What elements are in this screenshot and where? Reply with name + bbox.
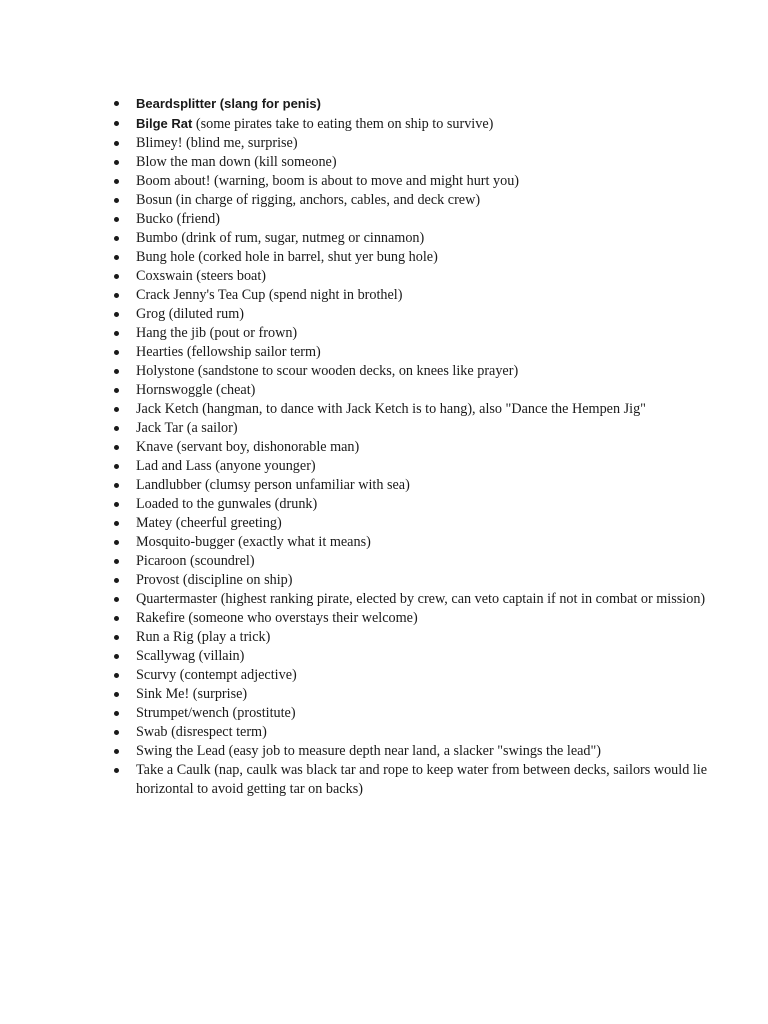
bullet-icon bbox=[114, 141, 119, 146]
bullet-icon bbox=[114, 101, 119, 106]
list-item bbox=[112, 685, 712, 704]
bullet-icon bbox=[114, 673, 119, 678]
entry-text: Sink Me! (surprise) bbox=[136, 686, 248, 702]
entry-text: Bosun (in charge of rigging, anchors, cables, and deck crew) bbox=[136, 192, 481, 208]
entry-text: Rakefire (someone who overstays their welcome) bbox=[136, 610, 418, 626]
entry-text: Mosquito-bugger (exactly what it means) bbox=[136, 534, 371, 550]
list-item bbox=[112, 324, 712, 343]
bullet-icon bbox=[114, 388, 119, 393]
entry-text: Landlubber (clumsy person unfamiliar with sea) bbox=[136, 477, 410, 493]
bullet-icon bbox=[114, 217, 119, 222]
entry-text: Coxswain (steers boat) bbox=[136, 268, 267, 284]
entry-term: Beardsplitter (slang for penis) bbox=[136, 96, 321, 111]
entry-text: Boom about! (warning, boom is about to move and might hurt you) bbox=[136, 173, 520, 189]
list-item bbox=[112, 400, 712, 419]
list-item bbox=[112, 114, 712, 134]
bullet-icon bbox=[114, 749, 119, 754]
bullet-icon bbox=[114, 407, 119, 412]
entry-text: Jack Tar (a sailor) bbox=[136, 420, 238, 436]
bullet-icon bbox=[114, 635, 119, 640]
list-item bbox=[112, 229, 712, 248]
bullet-icon bbox=[114, 274, 119, 279]
list-item bbox=[112, 419, 712, 438]
entry-text: Grog (diluted rum) bbox=[136, 306, 244, 322]
bullet-icon bbox=[114, 483, 119, 488]
bullet-icon bbox=[114, 464, 119, 469]
entry-text: Hornswoggle (cheat) bbox=[136, 382, 256, 398]
list-item bbox=[112, 457, 712, 476]
list-item bbox=[112, 381, 712, 400]
bullet-icon bbox=[114, 426, 119, 431]
bullet-icon bbox=[114, 711, 119, 716]
bullet-icon bbox=[114, 198, 119, 203]
bullet-icon bbox=[114, 730, 119, 735]
bullet-icon bbox=[114, 312, 119, 317]
entry-text: (some pirates take to eating them on ship to survive) bbox=[192, 116, 494, 132]
list-item bbox=[112, 248, 712, 267]
list-item bbox=[112, 191, 712, 210]
bullet-icon bbox=[114, 121, 119, 126]
bullet-icon bbox=[114, 559, 119, 564]
bullet-icon bbox=[114, 597, 119, 602]
entry-text: Scallywag (villain) bbox=[136, 648, 245, 664]
entry-text: Hearties (fellowship sailor term) bbox=[136, 344, 321, 360]
list-item bbox=[112, 343, 712, 362]
bullet-icon bbox=[114, 768, 119, 773]
entry-text: Loaded to the gunwales (drunk) bbox=[136, 496, 318, 512]
entry-text: Take a Caulk (nap, caulk was black tar and rope to keep water from between decks, sailors would lie horizontal to avoid getting tar on backs) bbox=[136, 762, 708, 797]
list-item bbox=[112, 533, 712, 552]
entry-text: Provost (discipline on ship) bbox=[136, 572, 293, 588]
entry-text: Strumpet/wench (prostitute) bbox=[136, 705, 296, 721]
list-item bbox=[112, 628, 712, 647]
list-item bbox=[112, 552, 712, 571]
bullet-icon bbox=[114, 179, 119, 184]
entry-text: Blimey! (blind me, surprise) bbox=[136, 135, 298, 151]
bullet-icon bbox=[114, 578, 119, 583]
bullet-icon bbox=[114, 654, 119, 659]
bullet-icon bbox=[114, 445, 119, 450]
entry-text: Jack Ketch (hangman, to dance with Jack Ketch is to hang), also "Dance the Hempen Jig" bbox=[136, 401, 646, 417]
entry-term: Bilge Rat bbox=[136, 116, 193, 131]
bullet-icon bbox=[114, 255, 119, 260]
list-item bbox=[112, 286, 712, 305]
bullet-icon bbox=[114, 160, 119, 165]
entry-text: Hang the jib (pout or frown) bbox=[136, 325, 298, 341]
bullet-icon bbox=[114, 236, 119, 241]
entry-text: Knave (servant boy, dishonorable man) bbox=[136, 439, 360, 455]
bullet-icon bbox=[114, 350, 119, 355]
entry-text: Crack Jenny's Tea Cup (spend night in brothel) bbox=[136, 287, 403, 303]
entry-text: Swing the Lead (easy job to measure depth near land, a slacker "swings the lead") bbox=[136, 743, 602, 759]
list-item bbox=[112, 495, 712, 514]
pirate-glossary-list bbox=[112, 94, 712, 799]
list-item bbox=[112, 761, 712, 799]
list-item bbox=[112, 305, 712, 324]
list-item bbox=[112, 134, 712, 153]
list-item bbox=[112, 94, 712, 114]
bullet-icon bbox=[114, 692, 119, 697]
list-item bbox=[112, 438, 712, 457]
entry-text: Picaroon (scoundrel) bbox=[136, 553, 255, 569]
entry-text: Lad and Lass (anyone younger) bbox=[136, 458, 316, 474]
bullet-icon bbox=[114, 369, 119, 374]
list-item bbox=[112, 647, 712, 666]
entry-text: Swab (disrespect term) bbox=[136, 724, 267, 740]
bullet-icon bbox=[114, 616, 119, 621]
bullet-icon bbox=[114, 540, 119, 545]
entry-text: Blow the man down (kill someone) bbox=[136, 154, 337, 170]
bullet-icon bbox=[114, 521, 119, 526]
list-item bbox=[112, 723, 712, 742]
entry-text: Holystone (sandstone to scour wooden decks, on knees like prayer) bbox=[136, 363, 519, 379]
entry-text: Bumbo (drink of rum, sugar, nutmeg or cinnamon) bbox=[136, 230, 425, 246]
bullet-icon bbox=[114, 331, 119, 336]
list-item bbox=[112, 172, 712, 191]
bullet-icon bbox=[114, 502, 119, 507]
list-item bbox=[112, 514, 712, 533]
bullet-icon bbox=[114, 293, 119, 298]
entry-text: Matey (cheerful greeting) bbox=[136, 515, 282, 531]
list-item bbox=[112, 742, 712, 761]
list-item bbox=[112, 476, 712, 495]
list-item bbox=[112, 153, 712, 172]
list-item bbox=[112, 362, 712, 381]
entry-text: Quartermaster (highest ranking pirate, elected by crew, can veto captain if not in combat or mission) bbox=[136, 591, 706, 607]
list-item bbox=[112, 571, 712, 590]
list-item bbox=[112, 666, 712, 685]
entry-text: Bung hole (corked hole in barrel, shut yer bung hole) bbox=[136, 249, 438, 265]
entry-text: Run a Rig (play a trick) bbox=[136, 629, 271, 645]
list-item bbox=[112, 210, 712, 229]
list-item bbox=[112, 267, 712, 286]
entry-text: Bucko (friend) bbox=[136, 211, 220, 227]
list-item bbox=[112, 704, 712, 723]
list-item bbox=[112, 609, 712, 628]
entry-text: Scurvy (contempt adjective) bbox=[136, 667, 297, 683]
list-item bbox=[112, 590, 712, 609]
